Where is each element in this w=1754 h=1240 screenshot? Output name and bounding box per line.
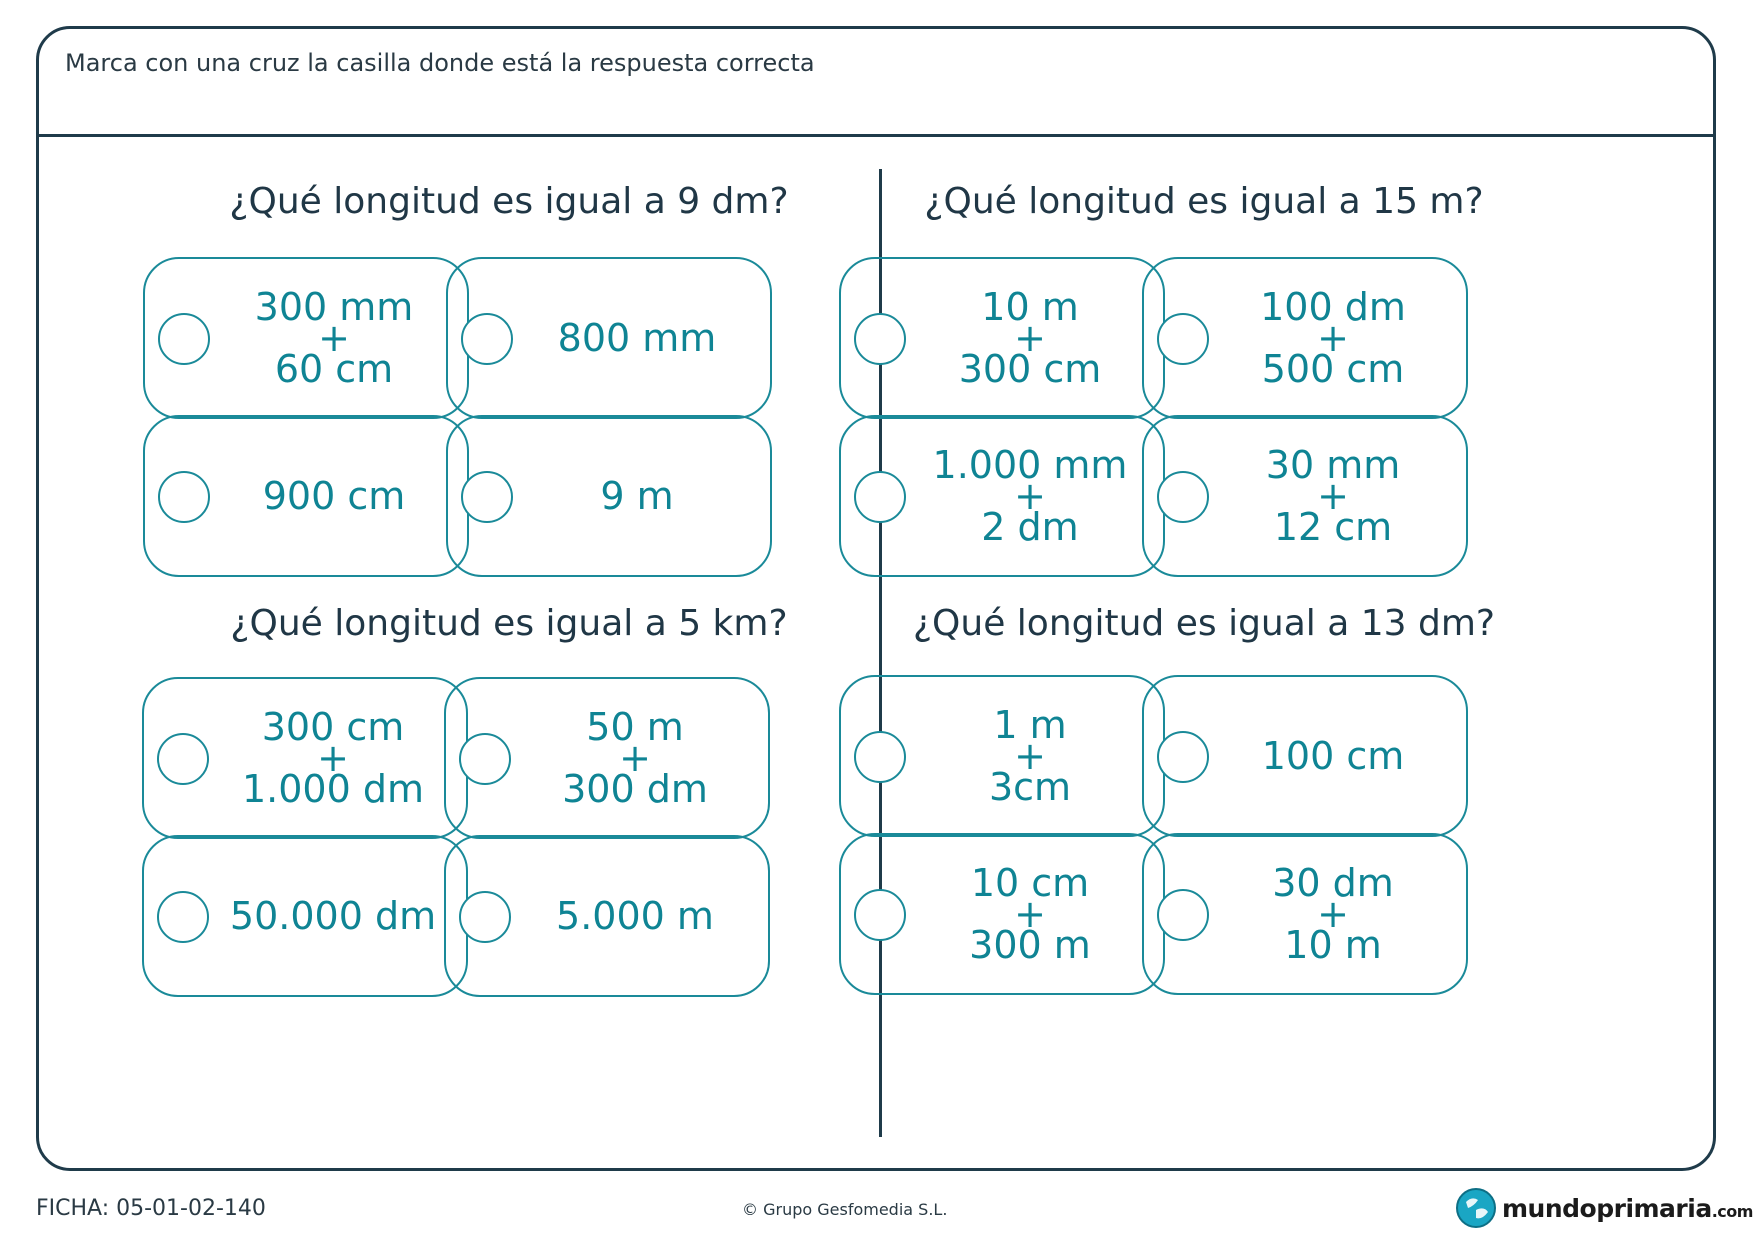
answer-option[interactable] bbox=[1142, 257, 1468, 419]
copyright-text: © Grupo Gesfomedia S.L. bbox=[742, 1200, 948, 1219]
answer-line: 800 mm bbox=[557, 316, 717, 360]
plus-sign: + bbox=[1317, 316, 1349, 360]
answer-option[interactable] bbox=[839, 675, 1165, 837]
answer-text bbox=[905, 259, 1155, 417]
plus-sign: + bbox=[1014, 734, 1046, 778]
answer-text bbox=[208, 679, 458, 837]
answer-line: 10 cm bbox=[970, 861, 1090, 905]
logo-text bbox=[1502, 1194, 1753, 1223]
instruction-area bbox=[39, 29, 1713, 137]
worksheet bbox=[36, 26, 1716, 1171]
answer-checkbox[interactable] bbox=[158, 313, 210, 365]
answer-option[interactable] bbox=[143, 415, 469, 577]
question-title: ¿Qué longitud es igual a 15 m? bbox=[924, 181, 1484, 222]
answer-text bbox=[512, 417, 762, 575]
plus-sign: + bbox=[1317, 892, 1349, 936]
answer-line: 300 mm bbox=[254, 285, 414, 329]
question-title: ¿Qué longitud es igual a 13 dm? bbox=[912, 603, 1496, 644]
answer-text bbox=[1208, 259, 1458, 417]
answer-checkbox[interactable] bbox=[1157, 471, 1209, 523]
answer-line: 30 dm bbox=[1272, 861, 1394, 905]
ficha-code: FICHA: 05-01-02-140 bbox=[36, 1196, 266, 1221]
answer-line: 30 mm bbox=[1265, 443, 1401, 487]
answer-checkbox[interactable] bbox=[854, 471, 906, 523]
answer-option[interactable] bbox=[1142, 833, 1468, 995]
answer-checkbox[interactable] bbox=[1157, 889, 1209, 941]
answer-checkbox[interactable] bbox=[157, 733, 209, 785]
globe-icon bbox=[1456, 1188, 1496, 1228]
answer-option[interactable] bbox=[839, 257, 1165, 419]
answer-checkbox[interactable] bbox=[1157, 313, 1209, 365]
answer-option[interactable] bbox=[839, 833, 1165, 995]
plus-sign: + bbox=[1014, 316, 1046, 360]
plus-sign: + bbox=[318, 316, 350, 360]
question-title: ¿Qué longitud es igual a 5 km? bbox=[230, 603, 788, 644]
answer-line: 1 m bbox=[993, 703, 1067, 747]
answer-text bbox=[510, 679, 760, 837]
answer-text bbox=[208, 837, 458, 995]
answer-checkbox[interactable] bbox=[461, 313, 513, 365]
answer-text bbox=[510, 837, 760, 995]
answer-text bbox=[512, 259, 762, 417]
answer-line: 9 m bbox=[600, 474, 674, 518]
answer-line: 50.000 dm bbox=[229, 894, 437, 938]
answer-checkbox[interactable] bbox=[158, 471, 210, 523]
plus-sign: + bbox=[1317, 474, 1349, 518]
answer-checkbox[interactable] bbox=[459, 733, 511, 785]
answer-checkbox[interactable] bbox=[461, 471, 513, 523]
plus-sign: + bbox=[1014, 474, 1046, 518]
answer-option[interactable] bbox=[142, 835, 468, 997]
answer-checkbox[interactable] bbox=[854, 731, 906, 783]
answer-line: 3cm bbox=[988, 765, 1072, 809]
answer-text bbox=[1208, 677, 1458, 835]
answer-option[interactable] bbox=[444, 835, 770, 997]
answer-option[interactable] bbox=[839, 415, 1165, 577]
answer-line: 5.000 m bbox=[556, 894, 714, 938]
answer-option[interactable] bbox=[1142, 415, 1468, 577]
answer-option[interactable] bbox=[143, 257, 469, 419]
answer-text bbox=[1208, 417, 1458, 575]
answer-checkbox[interactable] bbox=[854, 889, 906, 941]
answer-line: 2 dm bbox=[981, 505, 1079, 549]
answer-text bbox=[905, 417, 1155, 575]
answer-text bbox=[905, 677, 1155, 835]
answer-line: 300 m bbox=[969, 923, 1091, 967]
mundoprimaria-logo bbox=[1456, 1188, 1753, 1228]
logo-suffix-text: .com bbox=[1711, 1201, 1753, 1221]
answer-line: 1.000 dm bbox=[241, 767, 424, 811]
answer-line: 100 cm bbox=[1261, 734, 1405, 778]
instruction-text: Marca con una cruz la casilla donde está la respuesta correcta bbox=[65, 49, 815, 77]
answer-line: 900 cm bbox=[262, 474, 406, 518]
answer-line: 60 cm bbox=[274, 347, 394, 391]
plus-sign: + bbox=[317, 736, 349, 780]
plus-sign: + bbox=[1014, 892, 1046, 936]
answer-line: 300 dm bbox=[562, 767, 708, 811]
answer-line: 300 cm bbox=[958, 347, 1102, 391]
answer-checkbox[interactable] bbox=[854, 313, 906, 365]
answer-line: 100 dm bbox=[1260, 285, 1406, 329]
answer-text bbox=[209, 259, 459, 417]
answer-line: 500 cm bbox=[1261, 347, 1405, 391]
answer-option[interactable] bbox=[444, 677, 770, 839]
answer-line: 10 m bbox=[981, 285, 1079, 329]
answer-checkbox[interactable] bbox=[157, 891, 209, 943]
answer-line: 300 cm bbox=[261, 705, 405, 749]
question-title: ¿Qué longitud es igual a 9 dm? bbox=[229, 181, 789, 222]
answer-option[interactable] bbox=[142, 677, 468, 839]
answer-checkbox[interactable] bbox=[1157, 731, 1209, 783]
answer-option[interactable] bbox=[446, 257, 772, 419]
answer-option[interactable] bbox=[446, 415, 772, 577]
plus-sign: + bbox=[619, 736, 651, 780]
answer-text bbox=[1208, 835, 1458, 993]
answer-line: 1.000 mm bbox=[932, 443, 1128, 487]
answer-line: 12 cm bbox=[1273, 505, 1393, 549]
logo-main-text: mundoprimaria bbox=[1502, 1193, 1712, 1223]
answer-text bbox=[209, 417, 459, 575]
answer-checkbox[interactable] bbox=[459, 891, 511, 943]
answer-option[interactable] bbox=[1142, 675, 1468, 837]
answer-line: 50 m bbox=[586, 705, 684, 749]
answer-line: 10 m bbox=[1284, 923, 1382, 967]
answer-text bbox=[905, 835, 1155, 993]
